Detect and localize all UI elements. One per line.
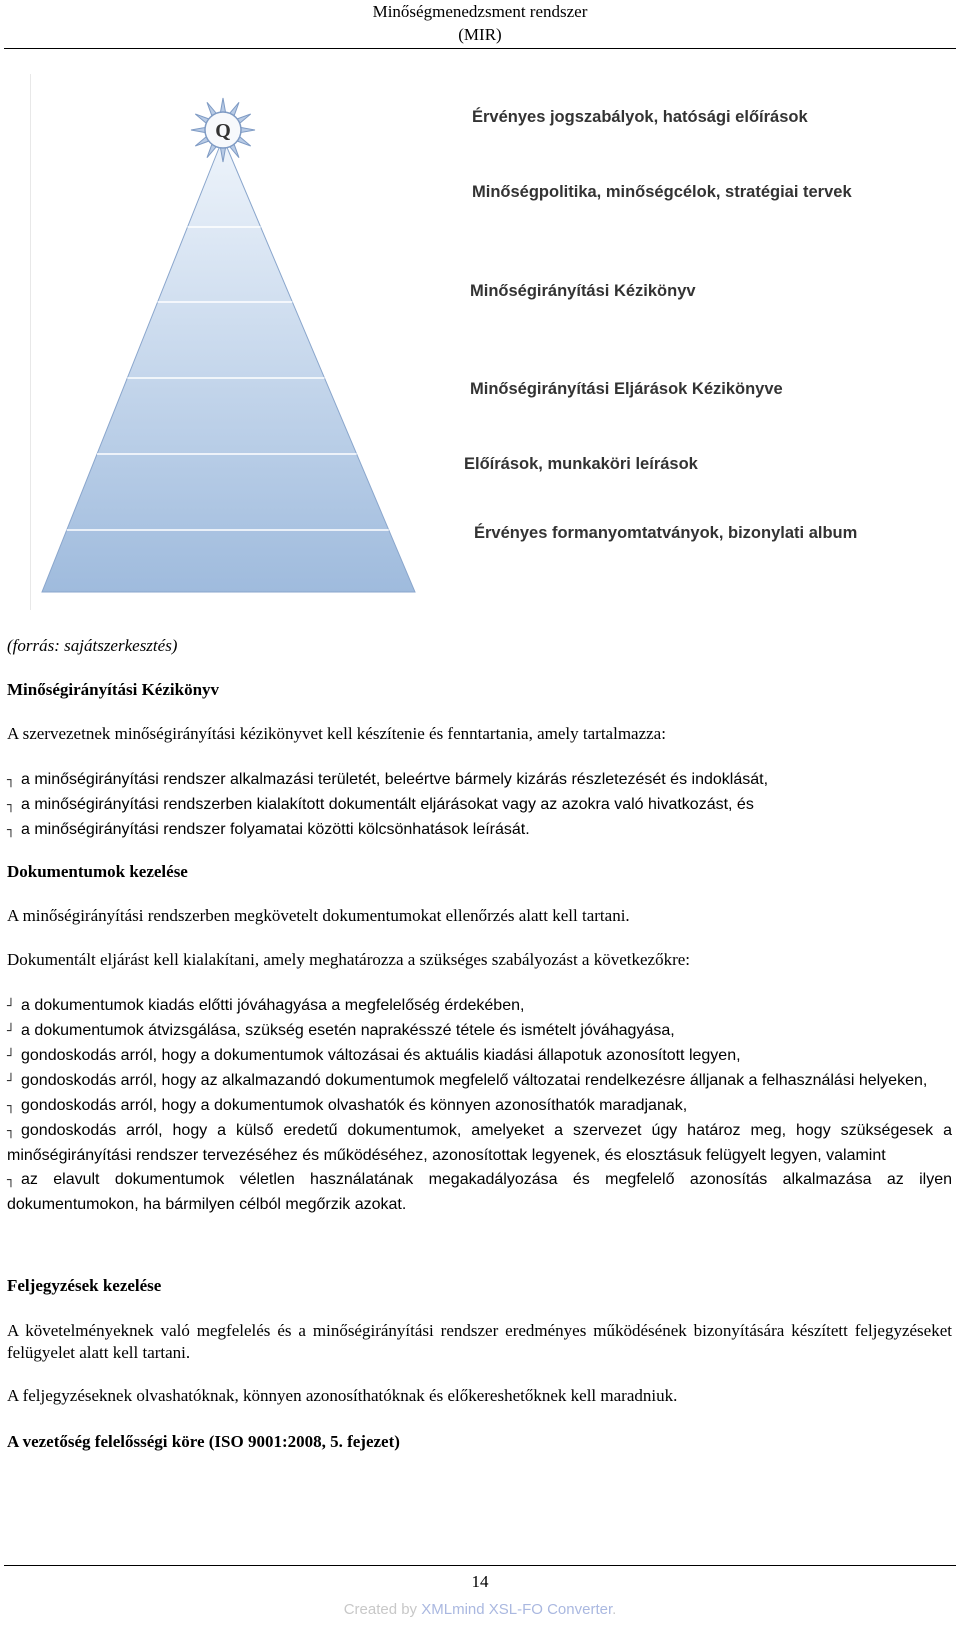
list-item: ┘ a dokumentumok kiadás előtti jóváhagyása a megfelelőség érdekében, xyxy=(7,994,952,1019)
manual-intro: A szervezetnek minőségirányítási kézikönyvet kell készítenie és fenntartania, amely tartalmazza: xyxy=(7,724,666,743)
bullet-icon: ┐ xyxy=(7,773,15,788)
heading-manual: Minőségirányítási Kézikönyv xyxy=(7,680,220,699)
sun-ray xyxy=(191,127,206,132)
records-paragraph-1: A követelményeknek való megfelelés és a minőségirányítási rendszer eredményes működésének bizonyítására készített feljegyzéseket felügyelet alatt kell tartani. xyxy=(7,1321,952,1362)
management-heading-block xyxy=(7,1432,952,1452)
list-item: ┘ gondoskodás arról, hogy az alkalmazandó dokumentumok megfelelő változatai rendelkezésre álljanak a felhasználási helyeken, xyxy=(7,1069,952,1094)
records-p1-block xyxy=(7,1320,952,1364)
pyramid-level-label-2: Minőségpolitika, minőségcélok, stratégiai tervek xyxy=(472,183,852,201)
list-item: ┘ gondoskodás arról, hogy a dokumentumok változásai és aktuális kiadási állapotuk azonosított legyen, xyxy=(7,1044,952,1069)
bullet-icon: ┘ xyxy=(7,1049,15,1064)
bullet-icon: ┘ xyxy=(7,999,15,1014)
header-title: Minőségmenedzsment rendszer xyxy=(372,2,588,21)
manual-intro-block xyxy=(7,724,952,744)
documents-p1-block xyxy=(7,906,952,926)
sun-ray xyxy=(240,127,255,132)
bullet-icon: ┐ xyxy=(7,798,15,813)
records-p2-block xyxy=(7,1386,952,1406)
manual-bullet-list xyxy=(7,768,952,843)
pyramid-level-label-5: Előírások, munkaköri leírások xyxy=(464,455,698,473)
heading-documents: Dokumentumok kezelése xyxy=(7,862,188,881)
documents-paragraph-2: Dokumentált eljárást kell kialakítani, amely meghatározza a szükséges szabályozást a következőkre: xyxy=(7,950,691,969)
list-item: ┐ gondoskodás arról, hogy a dokumentumok olvashatók és könnyen azonosíthatók maradjanak, xyxy=(7,1094,952,1119)
bullet-icon: ┐ xyxy=(7,1124,15,1139)
pyramid-level-label-4: Minőségirányítási Eljárások Kézikönyve xyxy=(470,380,783,398)
converter-link[interactable]: XMLmind XSL-FO Converter xyxy=(421,1601,613,1618)
page-header xyxy=(0,0,960,46)
bullet-icon: ┘ xyxy=(7,1074,15,1089)
page-number: 14 xyxy=(471,1572,489,1591)
header-subtitle: (MIR) xyxy=(458,25,502,44)
manual-heading-block xyxy=(7,680,952,700)
bullet-icon: ┘ xyxy=(7,1024,15,1039)
pyramid-level-label-3: Minőségirányítási Kézikönyv xyxy=(470,282,696,300)
list-item: ┐ a minőségirányítási rendszer folyamatai közötti kölcsönhatások leírását. xyxy=(7,818,952,843)
documents-p2-block xyxy=(7,950,952,970)
apex-label: Q xyxy=(215,120,231,142)
converter-credit: Created by XMLmind XSL-FO Converter. xyxy=(343,1601,617,1618)
documents-heading-block xyxy=(7,862,952,882)
bullet-icon: ┐ xyxy=(7,1173,15,1188)
bullet-icon: ┐ xyxy=(7,823,15,838)
list-item: ┐ az elavult dokumentumok véletlen használatának megakadályozása és megfelelő azonosítás alkalmazása az ilyen dokumentumokon, ha bármilyen célból megőrzik azokat. xyxy=(7,1171,952,1213)
records-heading-block xyxy=(7,1276,952,1296)
list-item: ┘ a dokumentumok átvizsgálása, szükség esetén naprakésszé tétele és ismételt jóváhagyása, xyxy=(7,1019,952,1044)
heading-management: A vezetőség felelősségi köre (ISO 9001:2008, 5. fejezet) xyxy=(7,1432,400,1451)
sun-ray xyxy=(220,98,225,113)
documents-bullet-list xyxy=(7,994,952,1217)
pyramid-level-label-1: Érvényes jogszabályok, hatósági előírások xyxy=(472,108,808,126)
list-item: ┐ a minőségirányítási rendszerben kialakított dokumentált eljárásokat vagy az azokra való hivatkozást, és xyxy=(7,793,952,818)
records-paragraph-2: A feljegyzéseknek olvashatóknak, könnyen azonosíthatóknak és előkereshetőknek kell maradniuk. xyxy=(7,1386,678,1405)
source-note-block xyxy=(7,636,952,656)
quality-document-pyramid xyxy=(30,74,890,614)
footer-divider xyxy=(4,1565,956,1566)
list-item: ┐ a minőségirányítási rendszer alkalmazási területét, beleértve bármely kizárás részletezését és indoklását, xyxy=(7,768,952,793)
pyramid-level-label-6: Érvényes formanyomtatványok, bizonylati album xyxy=(474,524,858,542)
heading-records: Feljegyzések kezelése xyxy=(7,1276,162,1295)
header-divider xyxy=(4,48,956,49)
source-note: (forrás: sajátszerkesztés) xyxy=(7,636,178,655)
documents-paragraph-1: A minőségirányítási rendszerben megkövetelt dokumentumokat ellenőrzés alatt kell tartani. xyxy=(7,906,630,925)
bullet-icon: ┐ xyxy=(7,1099,15,1114)
pyramid-body xyxy=(42,138,415,592)
list-item: ┐ gondoskodás arról, hogy a külső eredetű dokumentumok, amelyeket a szervezet úgy határoz meg, hogy szükségesek a minőségirányítási rendszer tervezéséhez és működéséhez, azonosítottak legyenek, és elosztásuk felügyelt legyen, valamint xyxy=(7,1122,952,1164)
